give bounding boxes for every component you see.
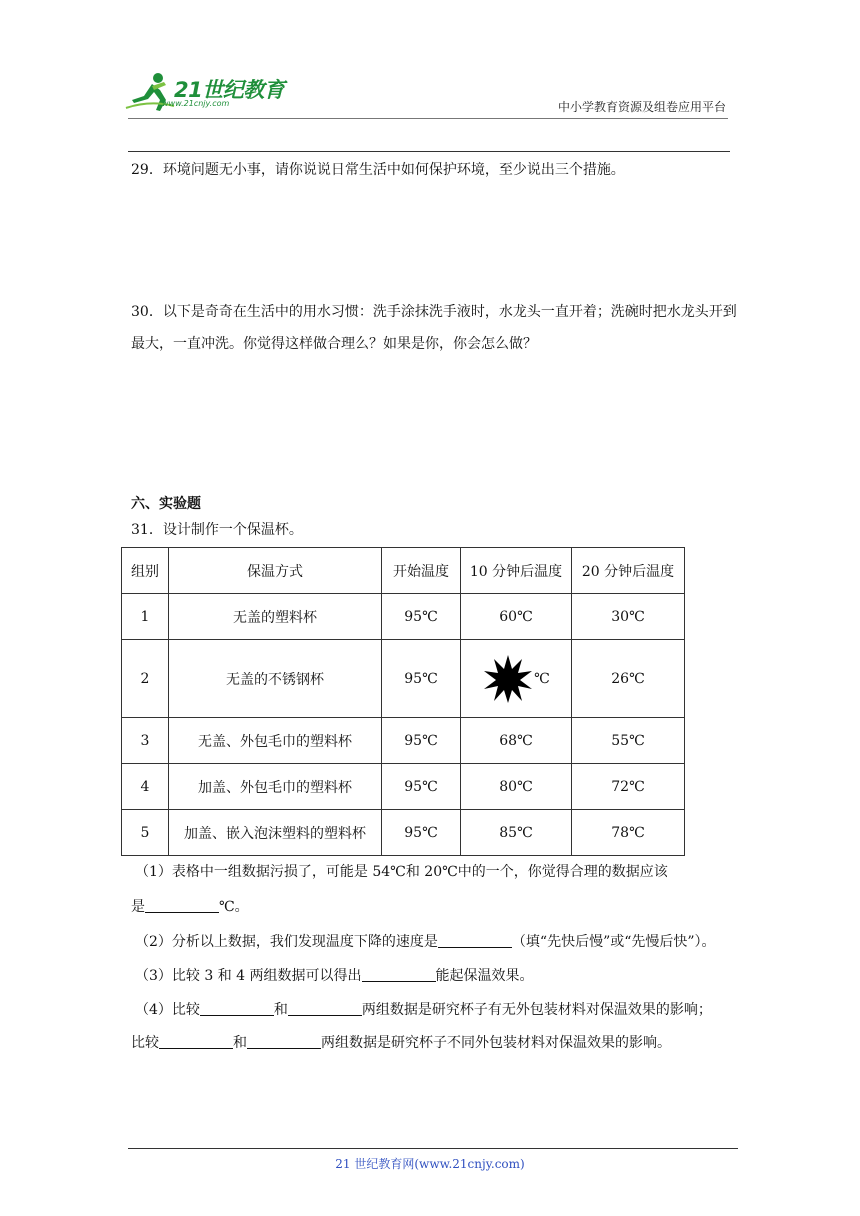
footer-divider <box>128 1148 738 1149</box>
text: 能起保温效果。 <box>435 968 534 984</box>
table-cell: 加盖、嵌入泡沫塑料的塑料杯 <box>169 810 382 856</box>
text: 和 <box>273 1002 288 1018</box>
subquestion-4b <box>131 1027 671 1059</box>
table-cell: 无盖的塑料杯 <box>169 594 382 640</box>
answer-blank[interactable] <box>362 967 436 982</box>
subquestion-1-answer-line <box>131 891 249 923</box>
question-29: 29．环境问题无小事，请你说说日常生活中如何保护环境，至少说出三个措施。 <box>131 162 625 178</box>
table-row <box>122 764 685 810</box>
table-cell: 68℃ <box>461 718 572 764</box>
header-divider <box>128 118 728 119</box>
answer-blank[interactable] <box>247 1034 321 1049</box>
text: 两组数据是研究杯子有无外包装材料对保温效果的影响； <box>361 1002 712 1018</box>
table-cell: 95℃ <box>382 764 461 810</box>
subquestion-2 <box>135 926 716 958</box>
logo-text: 21世纪教育 <box>174 78 285 102</box>
table-cell: 95℃ <box>382 718 461 764</box>
table-header-cell: 10 分钟后温度 <box>461 548 572 594</box>
text: （4）比较 <box>135 1002 200 1018</box>
text: （2）分析以上数据，我们发现温度下降的速度是 <box>135 934 438 950</box>
site-logo <box>122 70 292 114</box>
table-cell: 无盖的不锈钢杯 <box>169 640 382 718</box>
table-cell-unit: ℃ <box>534 670 550 687</box>
answer-blank[interactable] <box>288 1001 362 1016</box>
answer-blank[interactable] <box>159 1034 233 1049</box>
text: 两组数据是研究杯子不同外包装材料对保温效果的影响。 <box>321 1035 671 1051</box>
table-cell: 5 <box>122 810 169 856</box>
table-header-cell: 开始温度 <box>382 548 461 594</box>
table-cell: 78℃ <box>572 810 685 856</box>
text: ℃。 <box>219 899 249 915</box>
subquestion-1: （1）表格中一组数据污损了，可能是 54℃和 20℃中的一个，你觉得合理的数据应该 <box>135 864 668 880</box>
table-header-cell: 保温方式 <box>169 548 382 594</box>
table-row <box>122 718 685 764</box>
footer-link[interactable]: 21 世纪教育网(www.21cnjy.com) <box>335 1157 525 1171</box>
table-cell: 95℃ <box>382 594 461 640</box>
question-31: 31．设计制作一个保温杯。 <box>131 522 303 538</box>
table-cell: 85℃ <box>461 810 572 856</box>
table-row <box>122 640 685 718</box>
table-cell: 95℃ <box>382 810 461 856</box>
answer-blank[interactable] <box>438 933 512 948</box>
table-cell: 2 <box>122 640 169 718</box>
text: （填“先快后慢”或“先慢后快”）。 <box>511 934 716 950</box>
table-cell: 3 <box>122 718 169 764</box>
table-cell: 1 <box>122 594 169 640</box>
header-divider-bottom <box>128 151 730 152</box>
table-cell: 4 <box>122 764 169 810</box>
table-cell: 72℃ <box>572 764 685 810</box>
text: （3）比较 3 和 4 两组数据可以得出 <box>135 968 362 984</box>
table-cell: 26℃ <box>572 640 685 718</box>
text: 是 <box>131 899 145 915</box>
section-title: 六、实验题 <box>131 496 201 512</box>
table-cell: 加盖、外包毛巾的塑料杯 <box>169 764 382 810</box>
table-cell: 95℃ <box>382 640 461 718</box>
table-cell: 80℃ <box>461 764 572 810</box>
table-header-cell: 组别 <box>122 548 169 594</box>
question-30: 30．以下是奇奇在生活中的用水习惯：洗手涂抹洗手液时，水龙头一直开着；洗碗时把水龙头开到最大，一直冲洗。你觉得这样做合理么？如果是你，你会怎么做？ <box>131 304 737 352</box>
insulation-table <box>121 547 685 856</box>
table-row <box>122 594 685 640</box>
table-header-cell: 20 分钟后温度 <box>572 548 685 594</box>
table-cell-smudged <box>461 640 572 718</box>
table-cell: 60℃ <box>461 594 572 640</box>
table-header-row <box>122 548 685 594</box>
header-tagline: 中小学教育资源及组卷应用平台 <box>557 100 726 114</box>
ink-smudge-icon <box>482 653 534 705</box>
table-cell: 无盖、外包毛巾的塑料杯 <box>169 718 382 764</box>
subquestion-3 <box>135 960 534 992</box>
text: 比较 <box>131 1035 159 1051</box>
table-cell: 30℃ <box>572 594 685 640</box>
subquestion-4a <box>135 994 712 1026</box>
table-cell: 55℃ <box>572 718 685 764</box>
answer-blank[interactable] <box>145 898 219 913</box>
logo-url: www.21cnjy.com <box>162 99 230 108</box>
table-row <box>122 810 685 856</box>
answer-blank[interactable] <box>200 1001 274 1016</box>
text: 和 <box>233 1035 247 1051</box>
